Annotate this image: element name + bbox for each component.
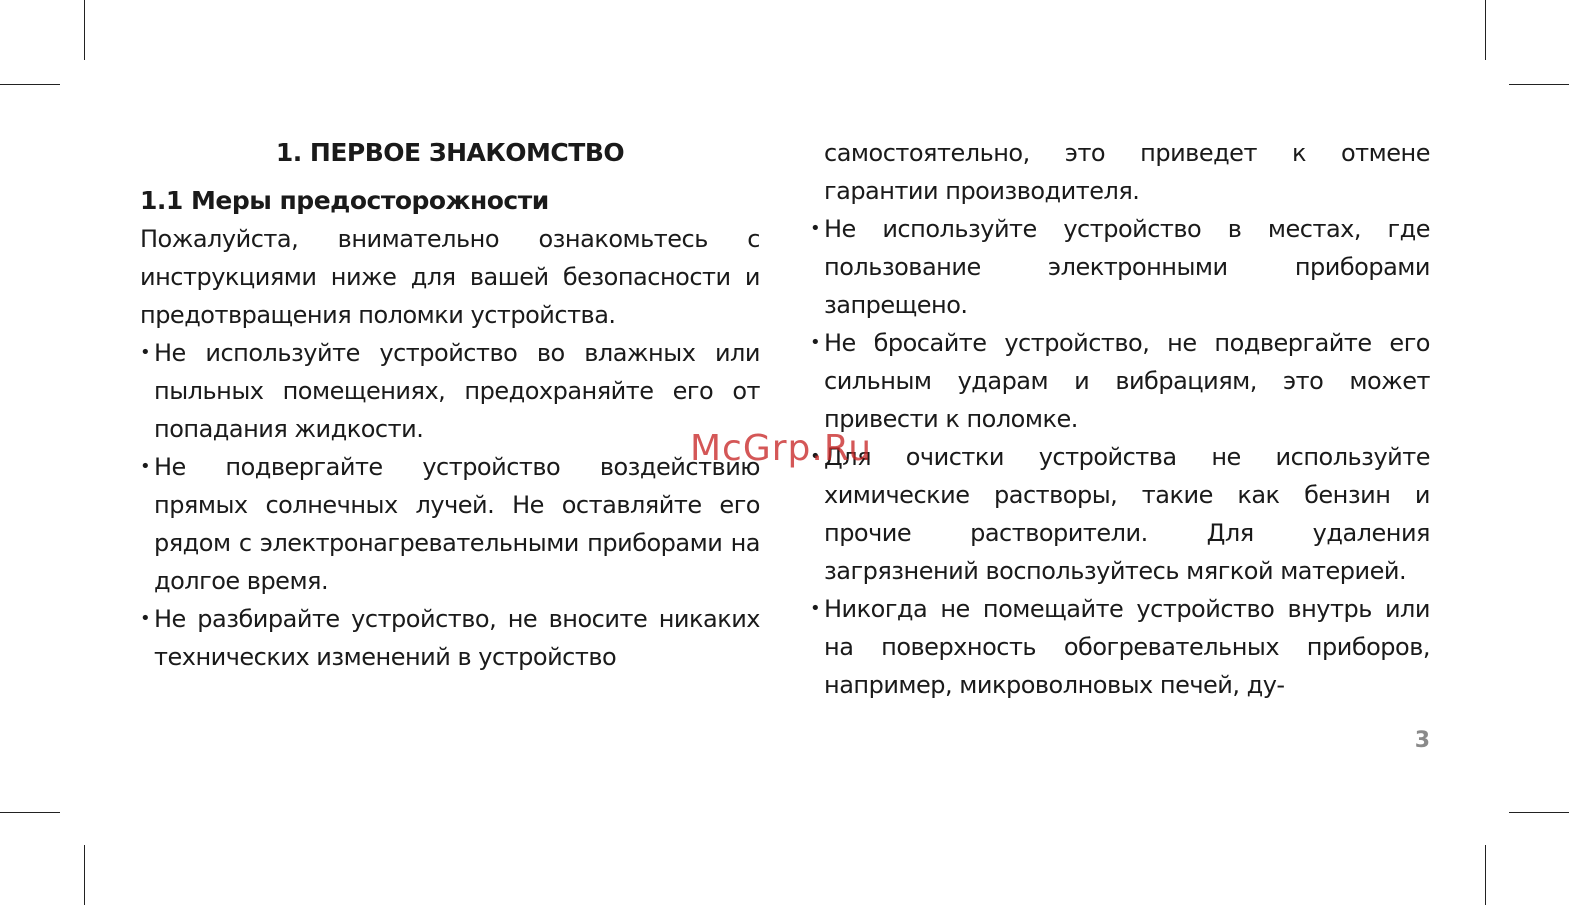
crop-mark-top-right-vertical [1485,0,1486,60]
continuation-paragraph: самостоятельно, это приведет к отмене гарантии производителя. [824,139,1430,205]
right-column [810,134,1430,704]
list-item: • Никогда не помещайте устройство внутрь или на поверхность обогревательных приборов, например, микроволновых печей, ду- [810,590,1430,704]
left-column [140,134,760,676]
crop-mark-bottom-right-horizontal [1509,812,1569,813]
crop-mark-bottom-left-vertical [84,845,85,905]
list-item: • Не бросайте устройство, не подвергайте его сильным ударам и вибрациям, это может привести к поломке. [810,324,1430,438]
list-item: • Не используйте устройство в местах, где пользование электронными приборами запрещено. [810,210,1430,324]
section-heading: 1. ПЕРВОЕ ЗНАКОМСТВО [275,138,625,167]
page-number: 3 [1414,728,1430,753]
list-item: • Не разбирайте устройство, не вносите никаких технических изменений в устройство [140,600,760,676]
crop-mark-bottom-left-horizontal [0,812,60,813]
crop-mark-bottom-right-vertical [1485,845,1486,905]
crop-mark-top-right-horizontal [1509,84,1569,85]
precaution-list-right [810,210,1430,704]
crop-mark-top-left-horizontal [0,84,60,85]
precaution-list-left [140,334,760,676]
watermark: McGrp.Ru [690,428,873,469]
subsection-heading: 1.1 Меры предосторожности [140,186,549,215]
crop-mark-top-left-vertical [84,0,85,60]
list-item: • Для очистки устройства не используйте химические растворы, такие как бензин и прочие растворители. Для удаления загрязнений воспользуйтесь мягкой материей. [810,438,1430,590]
list-item: • Не подвергайте устройство воздействию прямых солнечных лучей. Не оставляйте его рядом с электронагревательными приборами на долгое время. [140,448,760,600]
intro-paragraph: Пожалуйста, внимательно ознакомьтесь с инструкциями ниже для вашей безопасности и предотвращения поломки устройства. [140,225,760,329]
list-item: • Не используйте устройство во влажных или пыльных помещениях, предохраняйте его от попадания жидкости. [140,334,760,448]
